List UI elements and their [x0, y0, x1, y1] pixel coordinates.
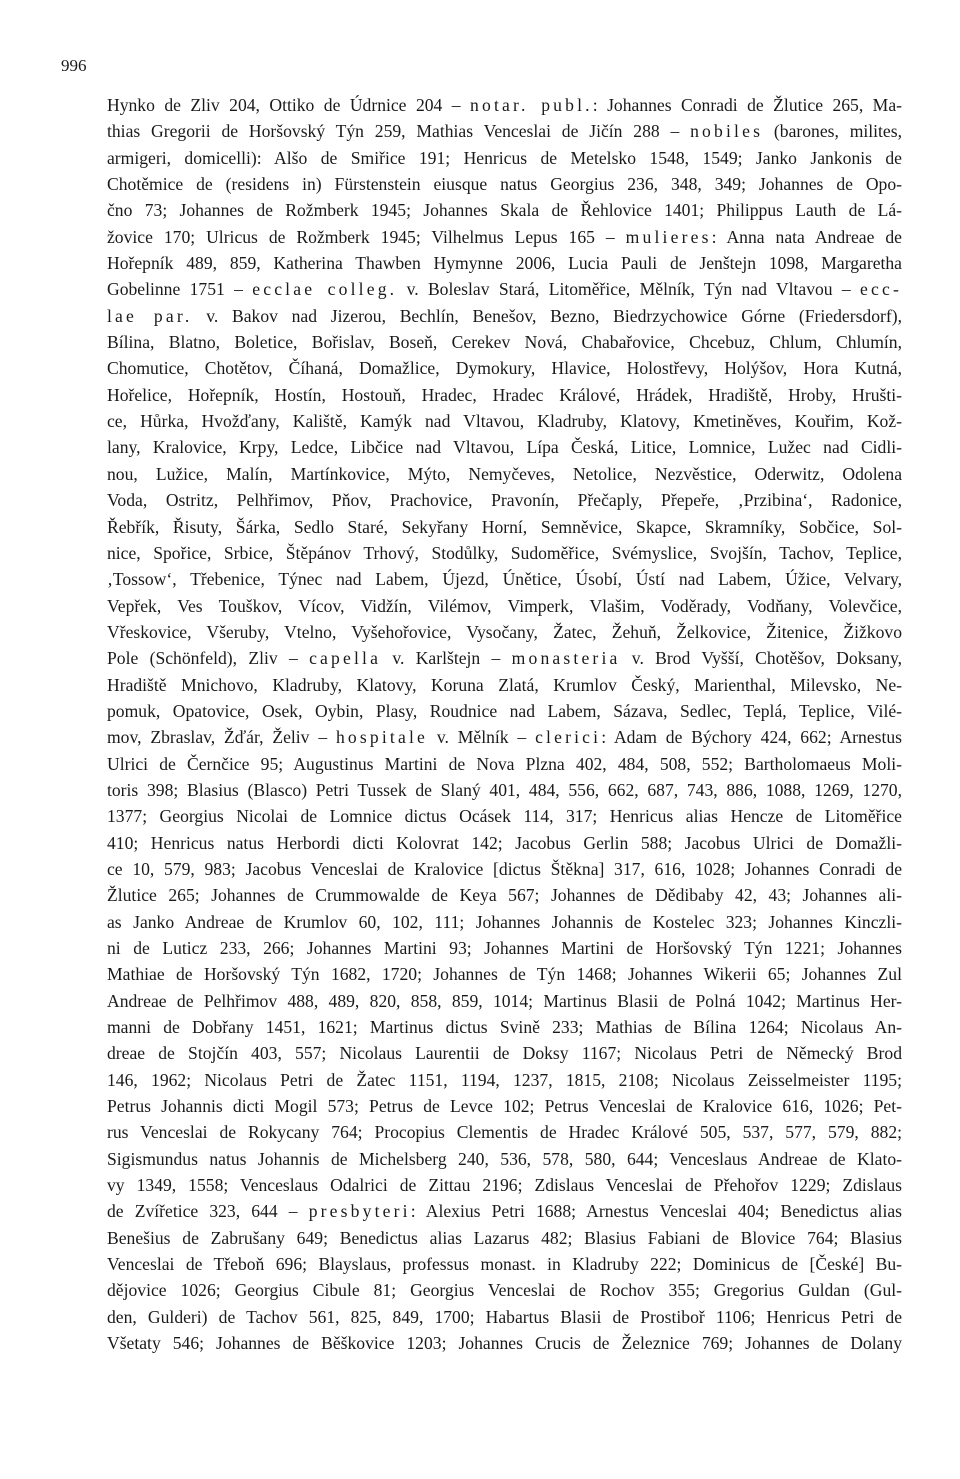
text-line: [107, 645, 902, 671]
category-label: notar. publ.: [470, 95, 593, 115]
line-text: 1377; Georgius Nicolai de Lomnice dictus Ocásek 114, 317; Henricus alias Hencze de Litoměřice: [107, 806, 902, 827]
line-text: v. Brod Vyšší, Chotěšov, Doksany,: [620, 648, 902, 669]
text-line: [107, 461, 902, 487]
category-label: ecclae colleg.: [252, 279, 398, 300]
text-line: [107, 118, 902, 144]
line-text: Petrus Johannis dicti Mogil 573; Petrus de Levce 102; Petrus Venceslai de Kralovice 616, 1026; Pet-: [107, 1096, 902, 1117]
line-text: manni de Dobřany 1451, 1621; Martinus dictus Svině 233; Mathias de Bílina 1264; Nicolaus An-: [107, 1017, 902, 1038]
line-text: den, Gulderi) de Tachov 561, 825, 849, 1700; Habartus Blasii de Prostiboř 1106; Henricus Petri de: [107, 1306, 902, 1327]
line-text: Chomutice, Chotětov, Číhaná, Domažlice, Dymokury, Hlavice, Holostřevy, Holýšov, Hora Kutná,: [107, 358, 902, 379]
text-line: [107, 619, 902, 645]
text-line: [107, 514, 902, 540]
line-text: de Zvířetice 323, 644 –: [107, 1201, 309, 1222]
line-text: Voda, Ostritz, Pelhřimov, Pňov, Prachovice, Pravonín, Přečaply, Přepeře, ‚Przibina‘, Radonice,: [107, 490, 902, 511]
text-line: [107, 672, 902, 698]
text-line: [107, 988, 902, 1014]
line-text: mov, Zbraslav, Žďár, Želiv –: [107, 727, 336, 748]
text-line: [107, 803, 902, 829]
line-text: armigeri, domicelli): Alšo de Smiřice 191; Henricus de Metelsko 1548, 1549; Janko Jankonis de: [107, 147, 902, 168]
line-text: Vepřek, Ves Touškov, Vícov, Vidžín, Vilémov, Vimperk, Vlašim, Voděrady, Vodňany, Volevčice,: [107, 595, 902, 616]
text-line: [107, 1093, 902, 1119]
text-line: [107, 408, 902, 434]
category-label: ecc-: [860, 279, 902, 300]
text-line: [107, 1225, 902, 1251]
line-text: Vřeskovice, Všeruby, Vtelno, Vyšehořovice, Vysočany, Žatec, Žehuň, Želkovice, Žitenice, Žižkovo: [107, 621, 902, 642]
line-text: 410; Henricus natus Herbordi dicti Kolovrat 142; Jacobus Gerlin 588; Jacobus Ulrici de Domažli-: [107, 832, 902, 853]
category-label: clerici: [535, 727, 602, 748]
line-text: toris 398; Blasius (Blasco) Petri Tussek de Slaný 401, 484, 556, 662, 687, 743, 886, 1088, 1269, 1270,: [107, 779, 902, 800]
category-label: monasteria: [511, 648, 621, 669]
text-line: [107, 276, 902, 302]
category-label: nobiles: [690, 121, 764, 142]
text-line: [107, 1067, 902, 1093]
text-line: [107, 1277, 902, 1303]
index-text-block: [107, 92, 902, 1357]
text-line: [107, 882, 902, 908]
line-text: : Adam de Býchory 424, 662; Arnestus: [601, 727, 903, 748]
text-line: [107, 224, 902, 250]
line-text: pomuk, Opatovice, Osek, Oybin, Plasy, Roudnice nad Labem, Sázava, Sedlec, Teplá, Teplice, Vilé-: [107, 700, 902, 721]
line-text: Řebřík, Řisuty, Šárka, Sedlo Staré, Sekyřany Horní, Semněvice, Skapce, Skramníky, Sobčice, Sol-: [107, 516, 902, 537]
line-text: (barones, milites,: [763, 121, 902, 142]
line-text: Hořepník 489, 859, Katherina Thawben Hymynne 2006, Lucia Pauli de Jenštejn 1098, Margaretha: [107, 253, 902, 274]
line-text: lany, Kralovice, Krpy, Ledce, Libčice nad Vltavou, Lípa Česká, Litice, Lomnice, Lužec nad Cidli-: [107, 437, 902, 458]
line-text: v. Mělník –: [428, 727, 536, 748]
text-line: [107, 1198, 902, 1224]
line-text: nice, Spořice, Srbice, Štěpánov Trhový, Stodůlky, Sudoměřice, Svémyslice, Svojšín, Tachov, Teplice,: [107, 542, 902, 563]
line-text: Mathiae de Horšovský Týn 1682, 1720; Johannes de Týn 1468; Johannes Wikerii 65; Johannes Zul: [107, 964, 902, 985]
text-line: [107, 1146, 902, 1172]
text-line: [107, 197, 902, 223]
text-line: [107, 1304, 902, 1330]
line-text: Žlutice 265; Johannes de Crummowalde de Keya 567; Johannes de Dědibaby 42, 43; Johannes ali-: [107, 885, 902, 906]
line-text: Všetaty 546; Johannes de Běškovice 1203; Johannes Crucis de Železnice 769; Johannes de Dolany: [107, 1333, 902, 1354]
text-line: [107, 382, 902, 408]
line-text: 146, 1962; Nicolaus Petri de Žatec 1151, 1194, 1237, 1815, 2108; Nicolaus Zeisselmeister 1195;: [107, 1069, 902, 1090]
text-line: [107, 698, 902, 724]
text-line: [107, 487, 902, 513]
line-text: ni de Luticz 233, 266; Johannes Martini 93; Johannes Martini de Horšovský Týn 1221; Johannes: [107, 938, 902, 958]
category-label: presbyteri: [308, 1201, 411, 1222]
line-text: Benešius de Zabrušany 649; Benedictus alias Lazarus 482; Blasius Fabiani de Blovice 764; Blasius: [107, 1227, 902, 1248]
text-line: [107, 777, 902, 803]
line-text: ‚Tossow‘, Třebenice, Týnec nad Labem, Újezd, Únětice, Úsobí, Ústí nad Labem, Úžice, Velvary,: [107, 569, 902, 590]
text-line: [107, 92, 902, 118]
line-text: Pole (Schönfeld), Zliv –: [107, 648, 310, 669]
line-text: rus Venceslai de Rokycany 764; Procopius Clementis de Hradec Králové 505, 537, 577, 579, 882;: [107, 1122, 902, 1143]
category-label: mulieres: [625, 226, 712, 247]
text-line: [107, 540, 902, 566]
line-text: Gobelinne 1751 –: [107, 279, 253, 300]
text-line: [107, 1040, 902, 1066]
line-text: : Alexius Petri 1688; Arnestus Venceslai 404; Benedictus alias: [410, 1201, 902, 1222]
line-text: : Anna nata Andreae de: [711, 226, 902, 247]
category-label: capella: [309, 648, 382, 669]
line-text: dreae de Stojčín 403, 557; Nicolaus Laurentii de Doksy 1167; Nicolaus Petri de Německý Brod: [107, 1043, 902, 1064]
text-line: [107, 1330, 902, 1356]
line-text: ce, Hůrka, Hvožďany, Kaliště, Kamýk nad Vltavou, Kladruby, Klatovy, Kmetiněves, Kouřim, Kož-: [107, 411, 902, 432]
line-text: thias Gregorii de Horšovský Týn 259, Mathias Venceslai de Jičín 288 –: [107, 121, 691, 142]
text-line: [107, 171, 902, 197]
line-text: Sigismundus natus Johannis de Michelsberg 240, 536, 578, 580, 644; Venceslaus Andreae de Klato-: [107, 1148, 902, 1169]
line-text: Andreae de Pelhřimov 488, 489, 820, 858, 859, 1014; Martinus Blasii de Polná 1042; Martinus Her-: [107, 990, 902, 1011]
line-text: as Janko Andreae de Krumlov 60, 102, 111; Johannes Johannis de Kostelec 323; Johannes Kinczli-: [107, 911, 902, 932]
page-number: 996: [61, 56, 87, 75]
line-text: v. Bakov nad Jizerou, Bechlín, Benešov, Bezno, Biedrzychowice Górne (Friedersdorf),: [192, 305, 902, 326]
line-text: Ulrici de Černčice 95; Augustinus Martini de Nova Plzna 402, 484, 508, 552; Bartholomaeus Moli-: [107, 753, 902, 774]
category-label: hospitale: [335, 727, 429, 748]
text-line: [107, 1172, 902, 1198]
category-label: lae par.: [107, 305, 193, 326]
line-text: : Johannes Conradi de Žlutice 265, Ma-: [592, 95, 902, 115]
text-line: [107, 303, 902, 329]
line-text: žovice 170; Ulricus de Rožmberk 1945; Vilhelmus Lepus 165 –: [107, 226, 626, 247]
text-line: [107, 329, 902, 355]
line-text: Chotěmice de (residens in) Fürstenstein eiusque natus Georgius 236, 348, 349; Johannes de Opo-: [107, 174, 902, 195]
line-text: v. Karlštejn –: [381, 648, 512, 669]
line-text: čno 73; Johannes de Rožmberk 1945; Johannes Skala de Řehlovice 1401; Philippus Lauth de Lá-: [107, 200, 902, 221]
text-line: [107, 1119, 902, 1145]
line-text: nou, Lužice, Malín, Martínkovice, Mýto, Nemyčeves, Netolice, Nezvěstice, Oderwitz, Odolena: [107, 463, 902, 484]
line-text: Venceslai de Třeboň 696; Blayslaus, professus monast. in Kladruby 222; Dominicus de [České] Bu-: [107, 1254, 902, 1275]
text-line: [107, 593, 902, 619]
text-line: [107, 856, 902, 882]
text-line: [107, 724, 902, 750]
text-line: [107, 961, 902, 987]
line-text: ce 10, 579, 983; Jacobus Venceslai de Kralovice [dictus Štěkna] 317, 616, 1028; Johannes Conradi de: [107, 858, 902, 879]
line-text: Hradiště Mnichovo, Kladruby, Klatovy, Koruna Zlatá, Krumlov Český, Marienthal, Milevsko, Ne-: [107, 674, 902, 695]
text-line: [107, 751, 902, 777]
line-text: vy 1349, 1558; Venceslaus Odalrici de Zittau 2196; Zdislaus Venceslai de Přehořov 1229; Zdislaus: [107, 1175, 902, 1196]
text-line: [107, 566, 902, 592]
text-line: [107, 434, 902, 460]
line-text: dějovice 1026; Georgius Cibule 81; Georgius Venceslai de Rochov 355; Gregorius Guldan (Gul-: [107, 1280, 902, 1301]
line-text: Hořelice, Hořepník, Hostín, Hostouň, Hradec, Hradec Králové, Hrádek, Hradiště, Hroby, Hrušti-: [107, 384, 902, 405]
line-text: Bílina, Blatno, Boletice, Bořislav, Boseň, Cerekev Nová, Chabařovice, Chcebuz, Chlum, Chlumín,: [107, 332, 902, 353]
text-line: [107, 1251, 902, 1277]
text-line: [107, 830, 902, 856]
text-line: [107, 1014, 902, 1040]
line-text: Hynko de Zliv 204, Ottiko de Údrnice 204 –: [107, 95, 471, 115]
text-line: [107, 355, 902, 381]
line-text: v. Boleslav Stará, Litoměřice, Mělník, Týn nad Vltavou –: [397, 279, 861, 300]
text-line: [107, 145, 902, 171]
text-line: [107, 909, 902, 935]
text-line: [107, 250, 902, 276]
text-line: [107, 935, 902, 961]
